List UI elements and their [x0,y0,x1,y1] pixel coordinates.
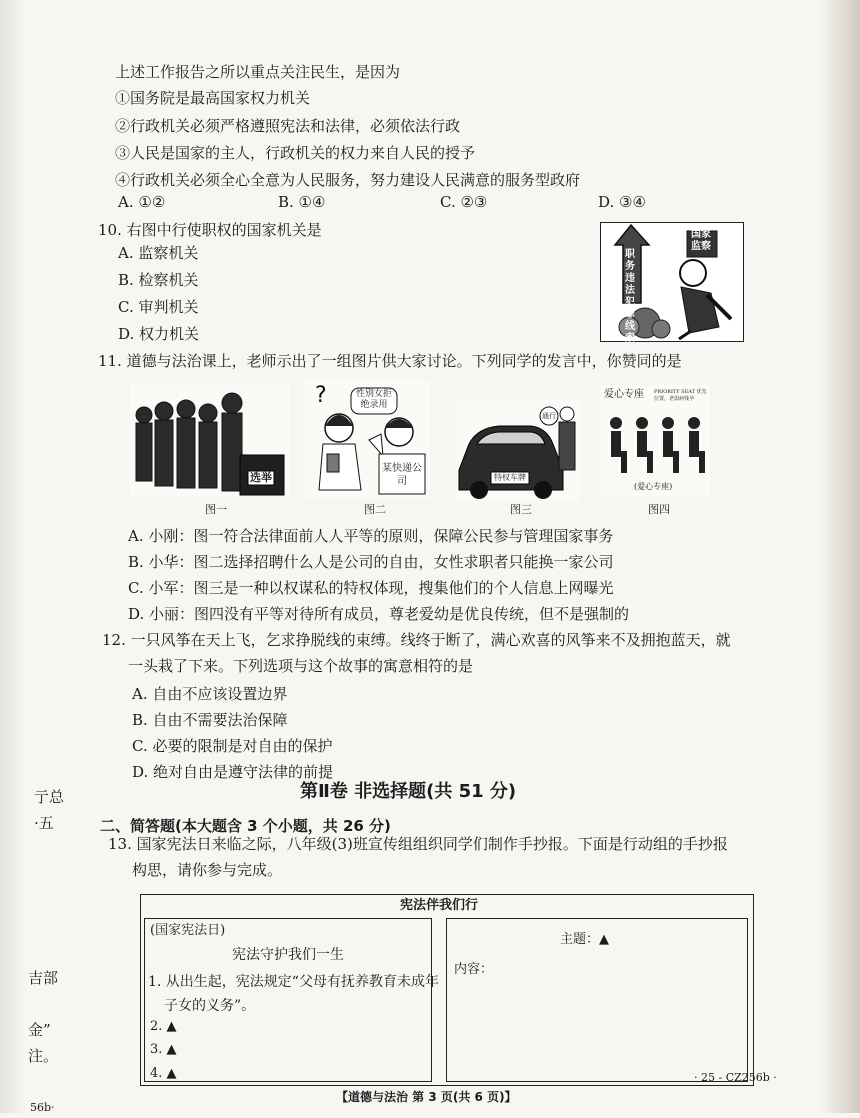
q12-stem-line-2: 一头栽了下来。下列选项与这个故事的寓意相符的是 [128,657,474,675]
figure-caption-4: 图四 [648,503,670,516]
margin-fragment-4: 金” [28,1021,51,1039]
q10-stem: 10. 右图中行使职权的国家机关是 [98,221,322,239]
poster-item-1-line-b: 子女的义务”。 [164,998,256,1014]
poster-item-3: 3. ▲ [150,1042,177,1057]
priority-seat-title: 爱心专座 [604,389,644,400]
scan-shadow-left [0,0,26,1113]
q9-statement-1: ①国务院是最高国家权力机关 [115,89,311,107]
car-plate-label: 特权车牌 [494,473,526,482]
margin-fragment-6: 56b· [30,1101,55,1114]
figure-caption-2: 图二 [364,503,386,516]
page-footer: 【道德与法治 第 3 页(共 6 页)】 [336,1090,517,1104]
poster-theme: 主题：▲ [560,932,609,947]
rejection-bubble-text: 性别女拒绝录用 [355,389,392,410]
q9-choice-a: A. ①② [118,193,166,211]
q9-choice-d: D. ③④ [598,193,646,211]
priority-seat-caption: (爱心专座) [634,482,673,491]
q9-statement-4: ④行政机关必须全心全意为人民服务，努力建设人民满意的服务型政府 [115,171,581,189]
margin-fragment-2: ·五 [34,814,54,832]
poster-item-2: 2. ▲ [150,1019,177,1034]
scan-shadow-right [820,0,860,1113]
priority-seat-subtitle: PRIORITY SEAT 优先位置，老弱病残孕 [654,389,707,402]
q11-stem: 11. 道德与法治课上，老师示出了一组图片供大家讨论。下列同学的发言中，你赞同的是 [98,352,682,370]
q10-choice-b: B. 检察机关 [118,271,199,289]
q10-choice-d: D. 权力机关 [118,325,200,343]
margin-fragment-1: 亍总 [34,788,65,806]
stop-sign-label: 通行 [542,412,556,420]
q9-stem: 上述工作报告之所以重点关注民生，是因为 [115,63,401,81]
q13-stem-line-1: 13. 国家宪法日来临之际，八年级(3)班宣传组组织同学们制作手抄报。下面是行动组的手抄报 [108,835,728,853]
cartoon-label-clue: 职务违法犯罪线索 [625,249,635,344]
ballot-box-label: 选举 [250,471,272,484]
q9-choice-c: C. ②③ [440,193,488,211]
poster-item-4: 4. ▲ [150,1066,177,1081]
figure-caption-3: 图三 [510,503,532,516]
q12-choice-b: B. 自由不需要法治保障 [132,711,288,729]
q9-choice-b: B. ①④ [278,193,326,211]
figure-2-hiring [305,380,430,498]
q11-choice-b: B. 小华：图二选择招聘什么人是公司的自由，女性求职者只能换一家公司 [128,553,614,571]
q11-choice-a: A. 小刚：图一符合法律面前人人平等的原则，保障公民参与管理国家事务 [128,527,614,545]
cartoon-illustration [601,223,743,341]
q11-choice-c: C. 小军：图三是一种以权谋私的特权体现，搜集他们的个人信息上网曝光 [128,579,614,597]
margin-fragment-3: 吉部 [28,969,59,987]
figure-caption-1: 图一 [205,503,227,516]
q11-choice-d: D. 小丽：图四没有平等对待所有成员，尊老爱幼是优良传统，但不是强制的 [128,605,630,623]
courier-desk-label: 某快递公司 [382,463,422,487]
q10-choice-c: C. 审判机关 [118,298,199,316]
svg-text:?: ? [315,383,327,408]
poster-item-1-line-a: 1. 从出生起，宪法规定“父母有抚养教育未成年 [148,974,439,990]
q12-choice-a: A. 自由不应该设置边界 [132,685,288,703]
figure-4-priority-seat [600,385,710,497]
figure-3-privilege-car [455,400,580,500]
poster-left-heading: 宪法守护我们一生 [232,947,344,963]
q12-choice-d: D. 绝对自由是遵守法律的前提 [132,763,334,781]
person-head [680,260,706,286]
part-2-title: 第Ⅱ卷 非选择题(共 51 分) [300,781,517,802]
q12-stem-line-1: 12. 一只风筝在天上飞，乞求挣脱线的束缚。线终于断了，满心欢喜的风筝来不及拥抱蓝天，就 [102,631,731,649]
cartoon-label-supervision: 国家监察 [691,229,711,252]
q9-statement-2: ②行政机关必须严格遵照宪法和法律，必须依法行政 [115,117,461,135]
margin-fragment-5: 注。 [28,1047,59,1065]
poster-left-tag: (国家宪法日) [150,923,226,938]
q12-choice-c: C. 必要的限制是对自由的保护 [132,737,333,755]
paper-code: · 25 - CZ256b · [694,1071,777,1084]
q13-stem-line-2: 构思，请你参与完成。 [132,861,283,879]
q10-choice-a: A. 监察机关 [118,244,199,262]
poster-content-label: 内容： [454,962,494,977]
q9-statement-3: ③人民是国家的主人，行政机关的权力来自人民的授予 [115,144,476,162]
figure-1-election [130,385,290,497]
section-heading: 二、简答题(本大题含 3 个小题，共 26 分) [100,817,391,835]
poster-title: 宪法伴我们行 [400,898,479,913]
supervision-cartoon [600,222,744,342]
